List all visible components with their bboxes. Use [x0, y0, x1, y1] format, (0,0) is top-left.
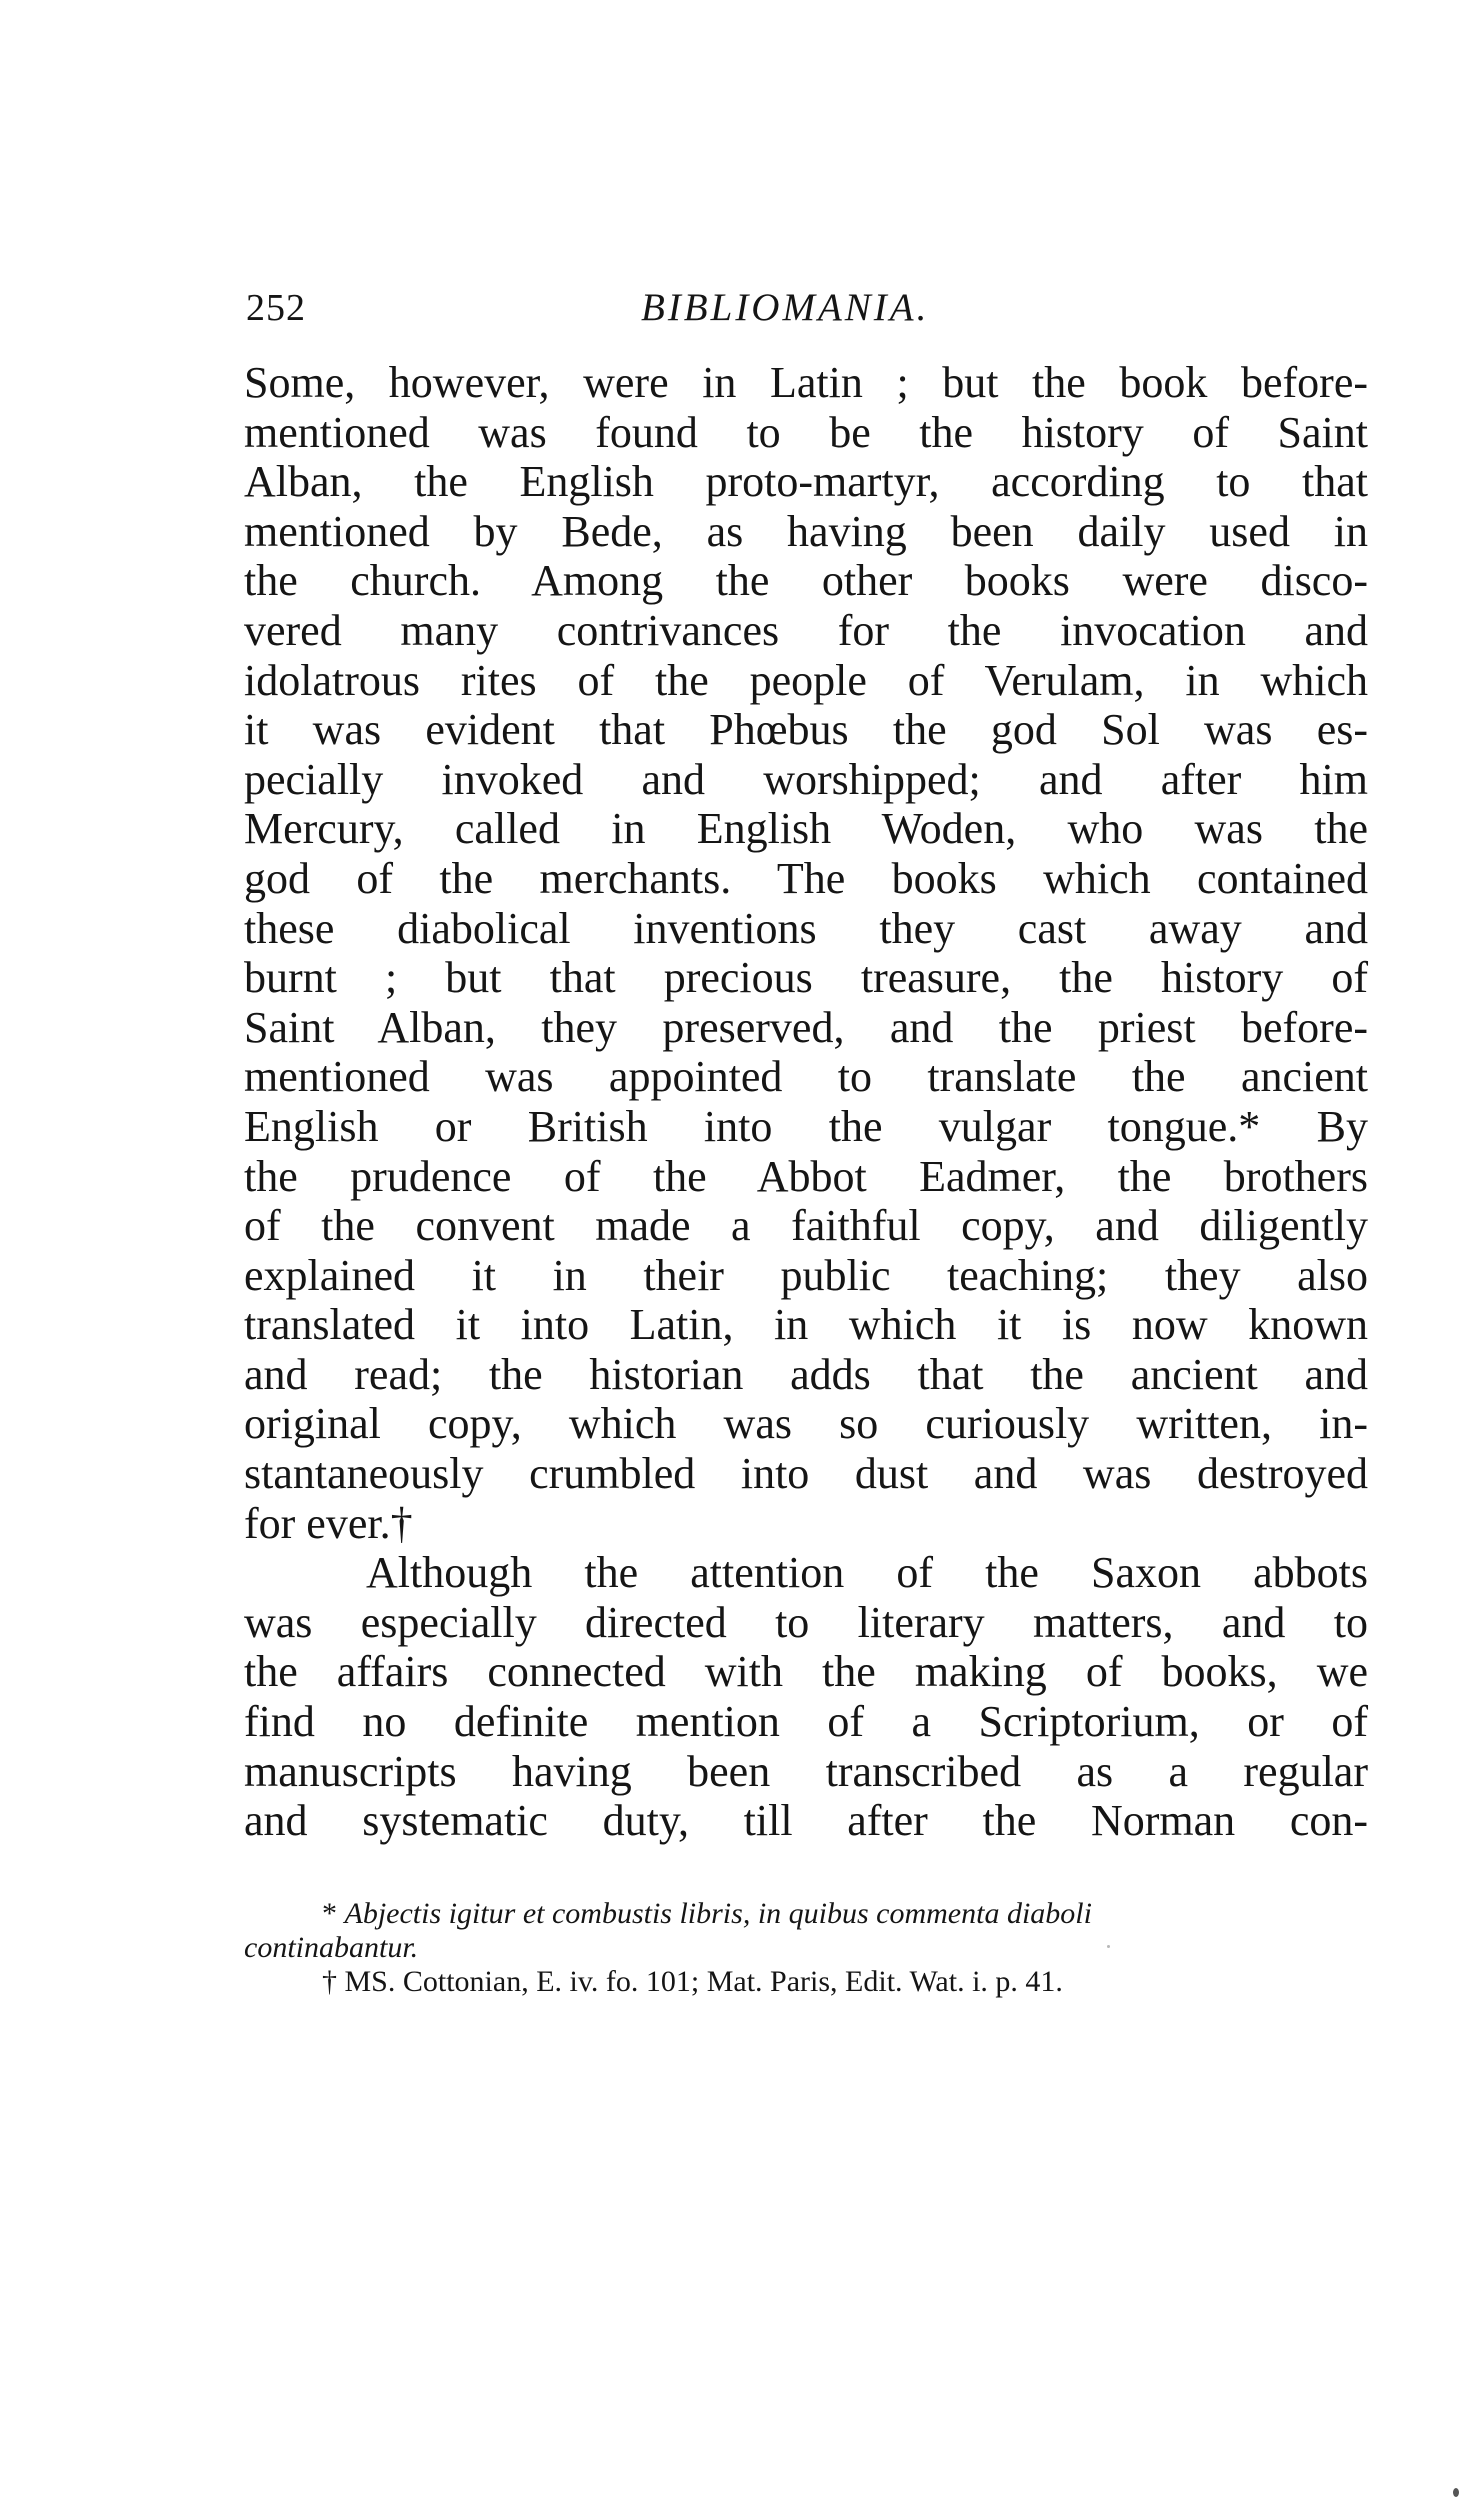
text-line: mentioned by Bede, as having been daily used in: [244, 506, 1368, 556]
text-line: find no definite mention of a Scriptorium, or of: [244, 1697, 1368, 1747]
text-line: god of the merchants. The books which contained: [244, 853, 1368, 903]
text-line: Some, however, were in Latin ; but the book before-: [244, 358, 1368, 407]
text-line: mentioned was found to be the history of Saint: [244, 407, 1368, 457]
footnote-2: † MS. Cottonian, E. iv. fo. 101; Mat. Paris, Edit. Wat. i. p. 41.: [322, 1965, 1063, 1998]
print-speck: [1107, 1945, 1110, 1948]
text-line: translated it into Latin, in which it is now known: [244, 1300, 1368, 1350]
text-line: explained it in their public teaching; they also: [244, 1250, 1368, 1300]
text-line: idolatrous rites of the people of Verulam, in which: [244, 655, 1368, 705]
text-line: Saint Alban, they preserved, and the priest before-: [244, 1002, 1368, 1052]
footnote-1-marker: *: [322, 1897, 337, 1930]
print-speck: [1453, 2488, 1459, 2497]
footnote-1-text: Abjectis igitur et combustis libris, in quibus commenta diaboli: [344, 1897, 1092, 1930]
text-line-paragraph-end: for ever.†: [244, 1498, 413, 1548]
text-line: the church. Among the other books were disco-: [244, 556, 1368, 606]
text-line: was especially directed to literary matters, and to: [244, 1597, 1368, 1647]
text-line: original copy, which was so curiously written, in-: [244, 1399, 1368, 1449]
page-number: 252: [246, 287, 306, 329]
text-line: mentioned was appointed to translate the ancient: [244, 1052, 1368, 1102]
text-line: the prudence of the Abbot Eadmer, the brothers: [244, 1151, 1368, 1201]
text-line: and read; the historian adds that the ancient and: [244, 1349, 1368, 1399]
footnote-1-line-2: continabantur.: [244, 1931, 419, 1964]
text-line: manuscripts having been transcribed as a regular: [244, 1746, 1368, 1796]
text-line-paragraph-start: Although the attention of the Saxon abbots: [366, 1548, 1368, 1598]
text-line: the affairs connected with the making of books, we: [244, 1647, 1368, 1697]
text-line: it was evident that Phœbus the god Sol was es-: [244, 705, 1368, 755]
text-line: burnt ; but that precious treasure, the history of: [244, 953, 1368, 1003]
text-line: pecially invoked and worshipped; and after him: [244, 754, 1368, 804]
body-text: [244, 358, 1368, 1846]
running-head: [246, 278, 1368, 338]
text-line: English or British into the vulgar tongue.* By: [244, 1101, 1368, 1151]
text-line: Mercury, called in English Woden, who was the: [244, 804, 1368, 854]
text-line: and systematic duty, till after the Norman con-: [244, 1796, 1368, 1846]
footnotes: [244, 1897, 1368, 1999]
running-title: BIBLIOMANIA.: [641, 286, 930, 329]
text-line: Alban, the English proto-martyr, according to that: [244, 457, 1368, 507]
text-line: stantaneously crumbled into dust and was destroyed: [244, 1449, 1368, 1499]
footnote-1-line-1: [244, 1897, 1368, 1931]
text-line: vered many contrivances for the invocation and: [244, 605, 1368, 655]
text-line: these diabolical inventions they cast away and: [244, 903, 1368, 953]
text-line: of the convent made a faithful copy, and diligently: [244, 1201, 1368, 1251]
